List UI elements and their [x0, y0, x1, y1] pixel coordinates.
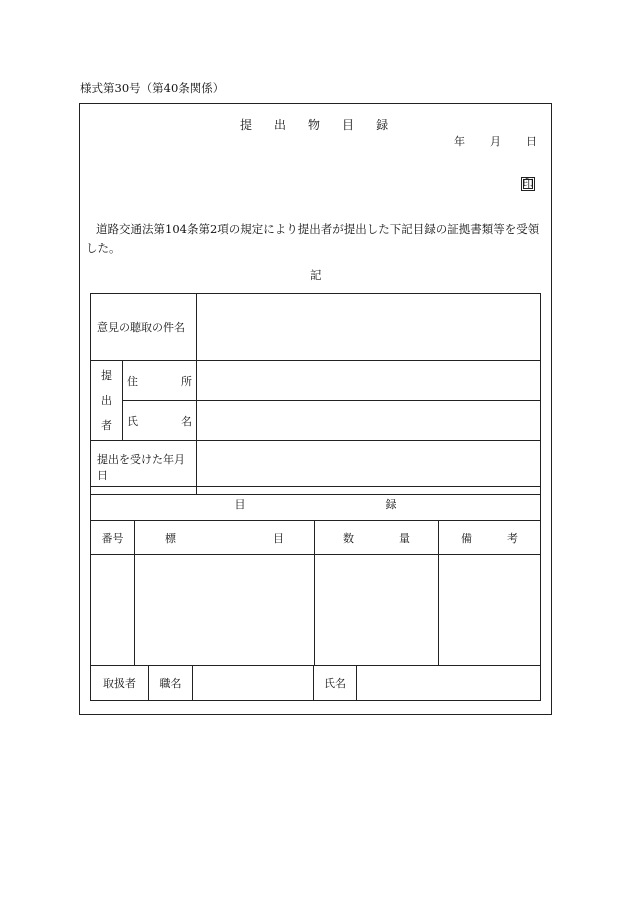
date-month: 月: [490, 135, 501, 148]
name-label: 氏 名: [123, 401, 197, 441]
catalog-table: [90, 486, 541, 666]
document-title: [240, 116, 388, 133]
catalog-heading-char: 目: [234, 497, 246, 511]
date-day: 日: [526, 135, 537, 148]
col-remarks: 備 考: [439, 521, 541, 555]
ki-heading: 記: [310, 268, 322, 282]
handler-name-label: 氏名: [314, 666, 357, 701]
col-quantity: 数 量: [315, 521, 439, 555]
submitter-label: [91, 361, 123, 441]
address-value: [197, 361, 541, 401]
catalog-heading: [91, 487, 541, 521]
submitter-char: 者: [101, 419, 112, 432]
received-date-label: 提出を受けた年月日: [91, 441, 197, 495]
handler-position-label: 職名: [149, 666, 193, 701]
hearing-case-label: 意見の聴取の件名: [91, 294, 197, 361]
receipt-statement: 道路交通法第104条第2項の規定により提出者が提出した下記目録の証拠書類等を受領した。: [86, 222, 540, 255]
address-label: 住 所: [123, 361, 197, 401]
handler-position-value: [193, 666, 314, 701]
submission-info-table: [90, 293, 541, 495]
title-char: 目: [342, 118, 355, 132]
submitter-char: 出: [101, 394, 112, 407]
title-char: 出: [274, 118, 287, 132]
handler-name-value: [357, 666, 541, 701]
title-char: 物: [308, 118, 321, 132]
col-title: 標 目: [135, 521, 315, 555]
handler-table: [90, 665, 541, 701]
hearing-case-value: [197, 294, 541, 361]
title-char: 録: [376, 118, 389, 132]
title-char: 提: [240, 118, 253, 132]
name-value: [197, 401, 541, 441]
catalog-cell-quantity: [315, 555, 439, 666]
catalog-cell-number: [91, 555, 135, 666]
form-number-label: 様式第30号（第40条関係）: [80, 81, 225, 95]
seal-text: 印: [522, 177, 534, 190]
submitter-char: 提: [101, 369, 112, 382]
catalog-cell-title: [135, 555, 315, 666]
date-line: [454, 133, 537, 149]
seal-stamp: [521, 177, 535, 191]
col-number: 番号: [91, 521, 135, 555]
date-year: 年: [454, 135, 465, 148]
handler-label: 取扱者: [91, 666, 149, 701]
catalog-cell-remarks: [439, 555, 541, 666]
catalog-heading-char: 録: [385, 497, 397, 511]
